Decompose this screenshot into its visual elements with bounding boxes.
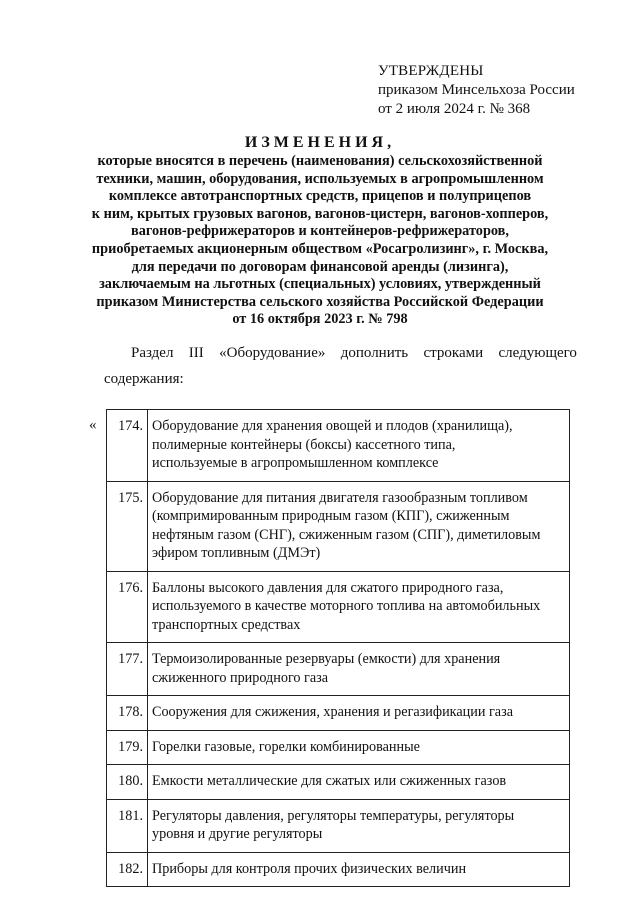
item-description-line: Горелки газовые, горелки комбинированные (152, 738, 420, 755)
table-row (107, 410, 570, 482)
item-description-line: сжиженного природного газа (152, 669, 329, 686)
item-description (148, 571, 570, 643)
title-line: которые вносятся в перечень (наименования) сельскохозяйственной (97, 153, 543, 169)
item-description (148, 765, 570, 800)
item-number: 178. (107, 696, 148, 731)
item-description-line: транспортных средствах (152, 616, 301, 633)
approval-order: приказом Минсельхоза России (378, 82, 575, 98)
item-description-line: (компримированным природным газом (КПГ), сжиженным (152, 508, 510, 524)
item-description-line: Баллоны высокого давления для сжатого природного газа, (152, 579, 504, 596)
item-description (148, 481, 570, 571)
title-line: от 16 октября 2023 г. № 798 (232, 311, 408, 328)
table-row (107, 765, 570, 800)
item-description-line: Оборудование для питания двигателя газообразным топливом (152, 489, 528, 506)
item-description-line: эфиром топливным (ДМЭт) (152, 545, 321, 561)
title-line: техники, машин, оборудования, используемых в агропромышленном (96, 170, 544, 187)
table-row (107, 852, 570, 887)
approval-heading: УТВЕРЖДЕНЫ (378, 63, 484, 79)
item-description-line: используемого в качестве моторного топлива на автомобильных (152, 598, 541, 614)
items-table (106, 409, 570, 887)
intro-paragraph (131, 344, 577, 363)
item-description-line: Сооружения для сжижения, хранения и регазификации газа (152, 704, 513, 720)
intro-word: следующего (498, 345, 577, 361)
item-description (148, 696, 570, 731)
table-row (107, 730, 570, 765)
intro-continuation: содержания: (104, 371, 184, 387)
item-description-line: Оборудование для хранения овощей и плодов (хранилища), (152, 418, 513, 434)
item-number: 179. (107, 730, 148, 765)
item-description (148, 852, 570, 887)
item-description-line: Приборы для контроля прочих физических величин (152, 860, 467, 877)
item-description-line: Термоизолированные резервуары (емкости) для хранения (152, 651, 501, 667)
item-description-line: нефтяным газом (СНГ), сжиженным газом (СПГ), диметиловым (152, 526, 541, 543)
item-description-line: Регуляторы давления, регуляторы температуры, регуляторы (152, 807, 515, 824)
intro-word: Раздел (131, 345, 174, 361)
intro-word: дополнить (340, 345, 409, 361)
item-description (148, 799, 570, 852)
document-title (40, 133, 600, 329)
table-row (107, 481, 570, 571)
item-number: 180. (107, 765, 148, 800)
item-number: 182. (107, 852, 148, 887)
title-main: ИЗМЕНЕНИЯ, (244, 134, 396, 151)
title-line: для передачи по договорам финансовой аренды (лизинга), (131, 258, 509, 275)
intro-word: строками (423, 345, 484, 361)
opening-quote: « (89, 417, 97, 433)
intro-word: «Оборудование» (219, 345, 326, 361)
item-description-line: Емкости металлические для сжатых или сжиженных газов (152, 773, 507, 789)
table-row (107, 643, 570, 696)
item-description-line: полимерные контейнеры (боксы) кассетного типа, (152, 436, 456, 453)
title-line: вагонов-рефрижераторов и контейнеров-рефрижераторов, (131, 223, 509, 240)
title-line: заключаемым на льготных (специальных) условиях, утвержденный (99, 276, 541, 293)
item-number: 176. (107, 571, 148, 643)
items-table-body (107, 410, 570, 887)
approval-stamp (378, 62, 575, 119)
item-description-line: уровня и другие регуляторы (152, 826, 323, 842)
approval-date: от 2 июля 2024 г. № 368 (378, 101, 531, 117)
item-description-line: используемые в агропромышленном комплексе (152, 455, 439, 471)
item-number: 175. (107, 481, 148, 571)
title-line: приобретаемых акционерным обществом «Росагролизинг», г. Москва, (91, 240, 549, 257)
table-row (107, 696, 570, 731)
item-description (148, 643, 570, 696)
table-row (107, 799, 570, 852)
table-row (107, 571, 570, 643)
item-number: 174. (107, 410, 148, 482)
title-line: комплексе автотранспортных средств, прицепов и полуприцепов (108, 188, 532, 205)
title-line: к ним, крытых грузовых вагонов, вагонов-цистерн, вагонов-хопперов, (91, 205, 549, 222)
item-number: 177. (107, 643, 148, 696)
item-number: 181. (107, 799, 148, 852)
item-description (148, 410, 570, 482)
intro-word: III (188, 345, 204, 361)
item-description (148, 730, 570, 765)
title-line: приказом Министерства сельского хозяйства Российской Федерации (96, 293, 544, 310)
